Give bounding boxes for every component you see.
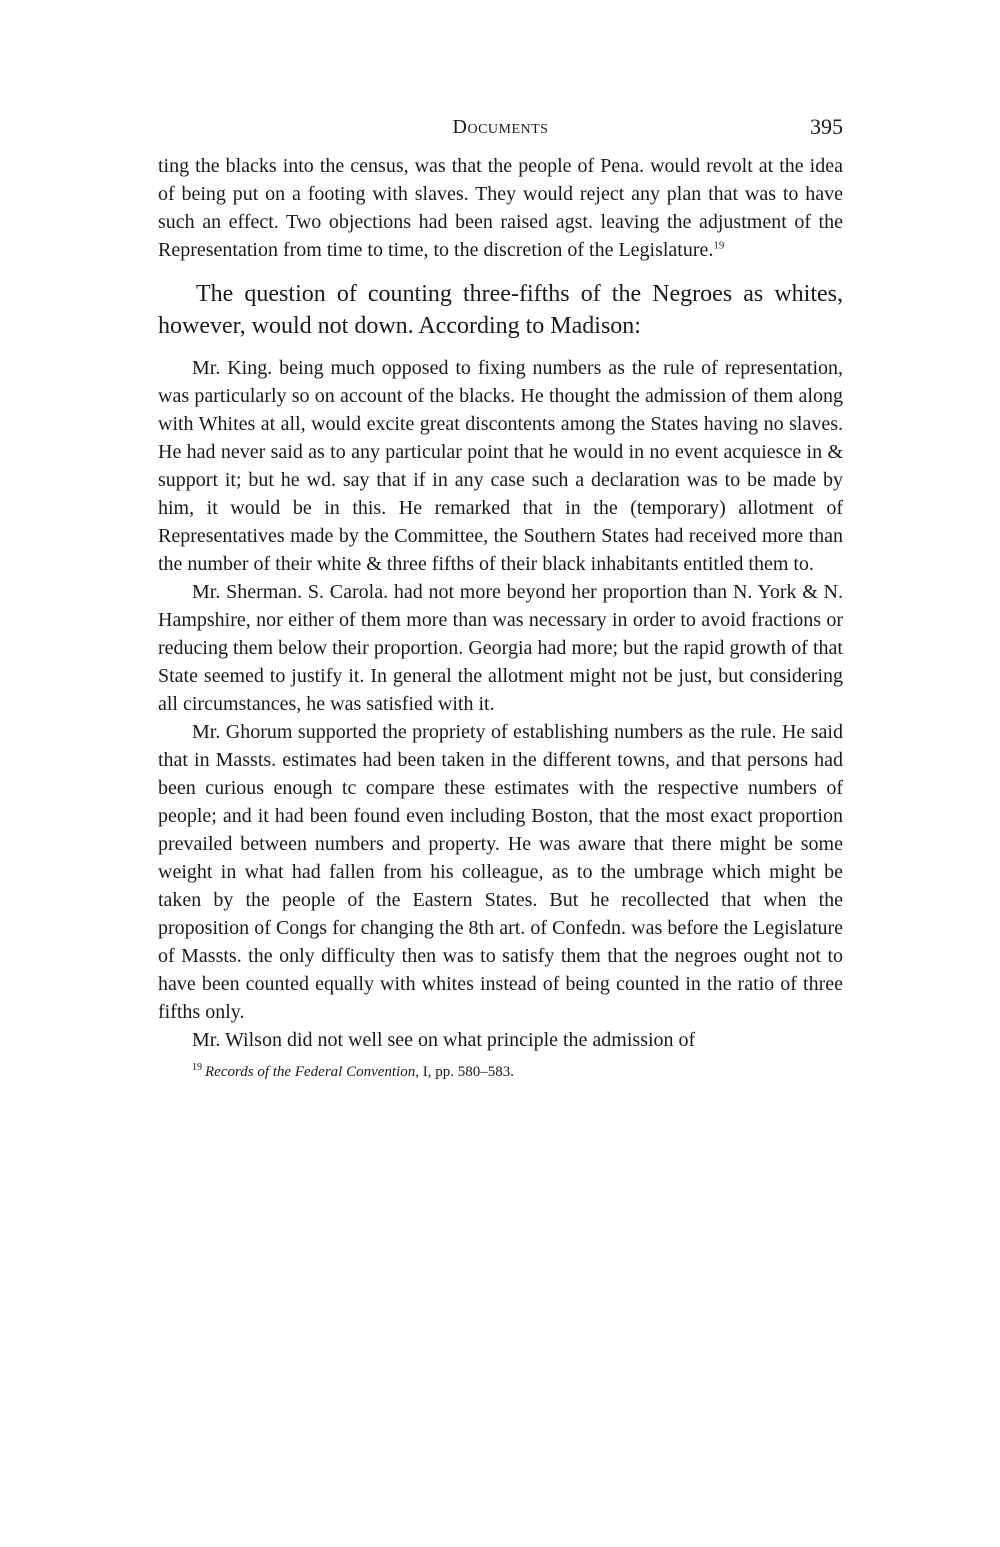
running-title: Documents bbox=[452, 116, 549, 138]
quote-paragraph-king: Mr. King. being much opposed to fixing numbers as the rule of representation, was particularly so on account of the blacks. He thought the admission of them along with Whites at all, would excite great discontents among the States having no slaves. He had never said as to any particular point that he would in no event acquiesce in & support it; but he wd. say that if in any case such a declaration was to be made by him, it would be in this. He remarked that in the (temporary) allotment of Representatives made by the Committee, the Southern States had received more than the number of their white & three fifths of their black inhabitants entitled them to. bbox=[158, 357, 843, 575]
quote-paragraph-sherman: Mr. Sherman. S. Carola. had not more beyond her proportion than N. York & N. Hampshire, nor either of them more than was necessary in order to avoid fractions or reducing them below their proportion. Georgia had more; but the rapid growth of that State seemed to justify it. In general the allotment might not be just, but considering all circumstances, he was satisfied with it. bbox=[158, 581, 843, 715]
page-number: 395 bbox=[810, 114, 843, 139]
running-head bbox=[158, 112, 843, 146]
carryover-paragraph bbox=[158, 152, 843, 264]
document-page bbox=[158, 112, 843, 1082]
quote-paragraph-ghorum: Mr. Ghorum supported the propriety of establishing numbers as the rule. He said that in Massts. estimates had been taken in the different towns, and that persons had been curious enough tc compare these estimates with the respective numbers of people; and it had been found even including Boston, that the most exact proportion prevailed between numbers and property. He was aware that there might be some weight in what had fallen from his colleague, as to the umbrage which might be taken by the people of the Eastern States. But he recollected that when the proposition of Congs for changing the 8th art. of Confedn. was before the Legislature of Massts. the only difficulty then was to satisfy them that the negroes ought not to have been counted equally with whites instead of being counted in the ratio of three fifths only. bbox=[158, 721, 843, 1023]
footnote-reference: 19 bbox=[713, 239, 725, 252]
narrative-paragraph: The question of counting three-fifths of the Negroes as whites, however, would not down. According to Madison: bbox=[158, 281, 843, 339]
footnote-number: 19 bbox=[192, 1062, 202, 1073]
footnote-citation: I, pp. 580–583. bbox=[418, 1064, 514, 1080]
footnote bbox=[158, 1062, 843, 1082]
quote-paragraph-wilson: Mr. Wilson did not well see on what principle the admission of bbox=[192, 1029, 696, 1051]
madison-quote bbox=[158, 354, 843, 1054]
footnote-source-title: Records of the Federal Convention, bbox=[205, 1064, 419, 1080]
carryover-quote bbox=[158, 152, 843, 264]
carryover-text: ting the blacks into the census, was that the people of Pena. would revolt at the idea of being put on a footing with slaves. They would reject any plan that was to have such an effect. Two objections had been raised agst. leaving the adjustment of the Representation from time to time, to the discretion of the Legislature. bbox=[158, 155, 843, 261]
